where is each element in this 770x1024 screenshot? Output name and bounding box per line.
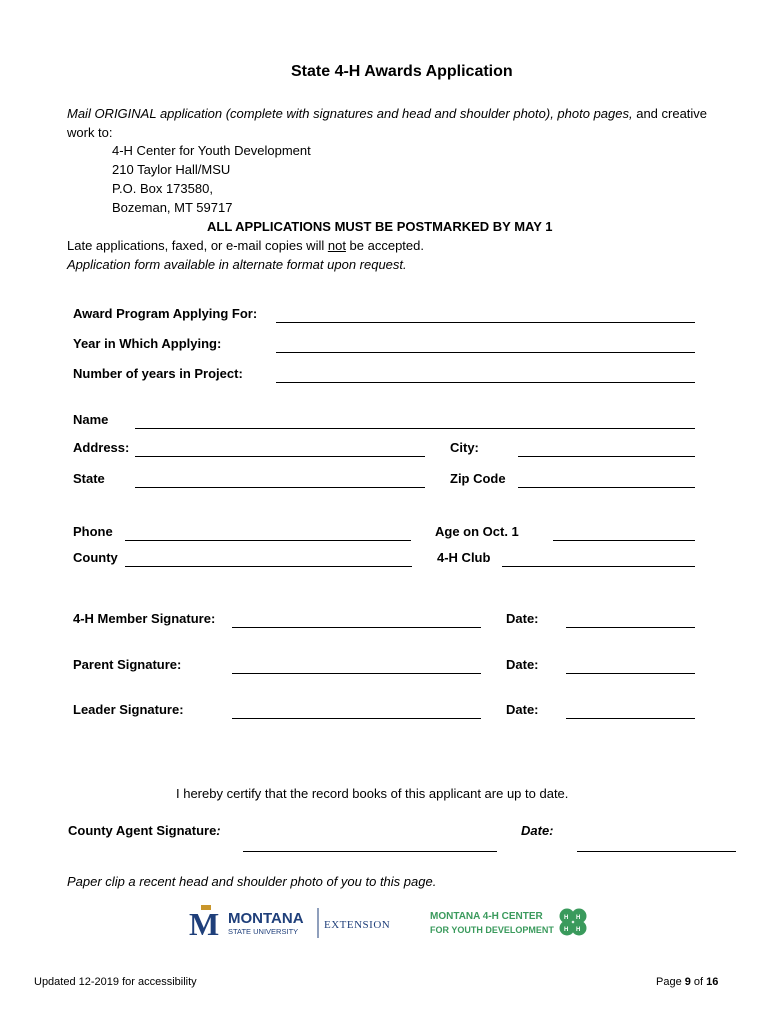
age-field[interactable] (553, 540, 695, 541)
photo-note: Paper clip a recent head and shoulder photo of you to this page. (67, 874, 437, 889)
award-program-label: Award Program Applying For: (73, 306, 258, 321)
parent-date-field[interactable] (566, 673, 695, 674)
zip-label: Zip Code (450, 471, 506, 486)
certify-statement: I hereby certify that the record books of this applicant are up to date. (176, 786, 569, 801)
clover-icon (560, 909, 587, 936)
svg-text:H: H (576, 927, 581, 933)
footer-updated: Updated 12-2019 for accessibility (34, 976, 197, 988)
deadline-notice: ALL APPLICATIONS MUST BE POSTMARKED BY MAY 1 (207, 219, 553, 234)
member-date-field[interactable] (566, 627, 695, 628)
address-label: Address: (73, 440, 130, 455)
year-field[interactable] (276, 352, 695, 353)
svg-text:H: H (564, 915, 569, 921)
zip-field[interactable] (518, 487, 695, 488)
years-in-project-label: Number of years in Project: (73, 366, 243, 381)
agent-signature-label (68, 823, 221, 838)
montana-4h-center-logo (430, 905, 595, 941)
state-label: State (73, 471, 105, 486)
page-number (656, 976, 718, 988)
name-field[interactable] (135, 428, 695, 429)
address-line-4: Bozeman, MT 59717 (112, 200, 233, 215)
award-program-field[interactable] (276, 322, 695, 323)
member-signature-field[interactable] (232, 627, 481, 628)
member-date-label: Date: (506, 611, 539, 626)
city-field[interactable] (518, 456, 695, 457)
fourh-logo-graphic (430, 905, 595, 941)
state-field[interactable] (135, 487, 425, 488)
agent-date-label: Date: (521, 823, 554, 838)
svg-text:H: H (564, 927, 569, 933)
club-field[interactable] (502, 566, 695, 567)
years-in-project-field[interactable] (276, 382, 695, 383)
page-total: 16 (706, 976, 719, 988)
leader-signature-label: Leader Signature: (73, 702, 184, 717)
agent-date-field[interactable] (577, 851, 736, 852)
msu-logo-graphic (187, 905, 397, 941)
year-label: Year in Which Applying: (73, 336, 222, 351)
center-line-1: MONTANA 4-H CENTER (430, 911, 543, 922)
member-signature-label: 4-H Member Signature: (73, 611, 216, 626)
club-label: 4-H Club (437, 550, 491, 565)
age-label: Age on Oct. 1 (435, 524, 519, 539)
agent-signature-label-text: County Agent Signature (68, 823, 217, 838)
address-line-3: P.O. Box 173580, (112, 181, 213, 196)
msu-letter: M (189, 906, 220, 941)
parent-signature-label: Parent Signature: (73, 657, 182, 672)
county-label: County (73, 550, 118, 565)
late-notice (67, 238, 424, 253)
late-notice-not: not (327, 238, 346, 253)
extension-word: EXTENSION (324, 919, 391, 931)
late-notice-pre: Late applications, faxed, or e-mail copies will (67, 238, 328, 253)
parent-date-label: Date: (506, 657, 539, 672)
svg-text:H: H (576, 915, 581, 921)
leader-date-label: Date: (506, 702, 539, 717)
intro-italic: Mail ORIGINAL application (complete with signatures and head and shoulder photo), photo pages, (67, 106, 633, 121)
intro-line-1 (67, 106, 707, 121)
leader-signature-field[interactable] (232, 718, 481, 719)
county-field[interactable] (125, 566, 412, 567)
msu-extension-logo (187, 905, 397, 941)
intro-rest: and creative (632, 106, 708, 121)
alternate-format-note: Application form available in alternate format upon request. (67, 257, 407, 272)
address-field[interactable] (135, 456, 425, 457)
phone-field[interactable] (125, 540, 411, 541)
msu-name: MONTANA (228, 910, 304, 927)
page-word: Page (656, 976, 685, 988)
late-notice-post: be accepted. (345, 238, 424, 253)
phone-label: Phone (73, 524, 113, 539)
intro-line-2: work to: (67, 125, 113, 140)
msu-subname: STATE UNIVERSITY (228, 927, 299, 936)
agent-signature-field[interactable] (243, 851, 497, 852)
name-label: Name (73, 412, 109, 427)
center-line-2: FOR YOUTH DEVELOPMENT (430, 925, 554, 935)
address-line-1: 4-H Center for Youth Development (112, 143, 311, 158)
address-line-2: 210 Taylor Hall/MSU (112, 162, 231, 177)
page-title: State 4-H Awards Application (291, 63, 513, 80)
page-of: of (690, 976, 707, 988)
parent-signature-field[interactable] (232, 673, 481, 674)
page-current: 9 (684, 976, 691, 988)
agent-signature-colon: : (216, 823, 221, 838)
leader-date-field[interactable] (566, 718, 695, 719)
city-label: City: (450, 440, 479, 455)
